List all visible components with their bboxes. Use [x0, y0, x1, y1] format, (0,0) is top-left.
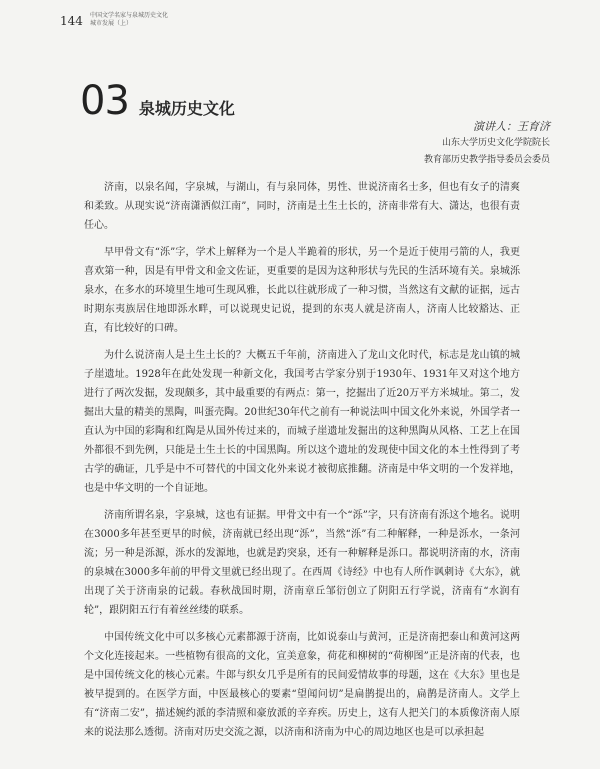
paragraph-3: 为什么说济南人是土生土长的？大概五千年前，济南进入了龙山文化时代，标志是龙山镇的城子崖遗址。1928年在此处发现一种新文化，我国考古学家分别于1930年、1931年又对这个地方进行了两次发掘，发现颇多，其中最重要的有两点：第一，挖掘出了近20万平方米城址。第二，发掘出大量的精美的黑陶，叫蛋壳陶。20世纪30年代之前有一种说法叫中国文化外来说，外国学者一直认为中国的彩陶和红陶是从国外传过来的，而城子崖遗址发掘出的这种黑陶从风格、工艺上在国外都很不到先例，只能是土生土长的中国黑陶。所以这个遗址的发现使中国文化的本土性得到了考古学的确证，几乎是中不可替代的中国文化外来说才被彻底推翻。济南是中华文明的一个发祥地，也是中华文明的一个自证地。 [84, 350, 520, 494]
paragraph-4: 济南所谓名泉，字泉城，这也有证据。甲骨文中有一个“泺”字，只有济南有泺这个地名。说明在3000多年甚至更早的时候，济南就已经出现“泺”，当然“泺”有二种解释，一种是泺水，一条河流；另一种是泺源，泺水的发源地，也就是趵突泉，还有一种解释是泺口。都说明济南的水，济南的泉城在3000多年前的甲骨文里就已经出现了。在西周《诗经》中也有人所作讽刺诗《大东》，就出现了关于济南泉的记载。春秋战国时期，济南章丘邹衍创立了阴阳五行学说，济南有“水润有轮”，跟阴阳五行有着丝丝缕的联系。 [84, 510, 520, 616]
series-title-line2: 城市发展（上） [90, 20, 133, 27]
paragraph-5: 中国传统文化中可以多核心元素都源于济南，比如说泰山与黄河，正是济南把泰山和黄河这两个文化连接起来。一些植物有很高的文化，宣美意象，荷花和柳树的“荷柳图”正是济南的代表，也是中国传统文化的核心元素。牛郎与织女几乎是所有的民间爱情故事的母题，这在《大东》里也是被早提到的。在医学方面，中医最核心的要素“望闻问切”是扁鹊提出的，扁鹊是济南人。文学上有“济南二安”，描述婉约派的李清照和豪放派的辛弃疾。历史上，这有人把关门的本质像济南人原来的说法那么透彻。济南对历史交流之源，以济南和济南为中心的周边地区也是可以承担起 [84, 632, 520, 738]
chapter-number: 03 [80, 78, 129, 124]
author-name: 演讲人：王育济 [473, 120, 550, 133]
body-text [84, 178, 520, 750]
paragraph-2: 早甲骨文有“泺”字，学术上解释为一个是人半跪着的形状，另一个是近于使用弓箭的人，我更喜欢第一种，因是有甲骨文和金文佐证，更重要的是因为这种形状与先民的生活环境有关。泉城泺泉水，在多水的环境里生地可生现风雅，长此以往就形成了一种习惯，当然这有文献的证据，远古时期东夷族居住地即泺水畔，可以说现史记说，提到的东夷人就是济南人，济南人比较豁达、正直，有比较好的口碑。 [84, 247, 520, 334]
series-title [90, 12, 168, 28]
chapter-heading [80, 78, 235, 124]
paragraph-1: 济南，以泉名闻，字泉城，与湖山，有与泉同体，男性、世说济南名士多，但也有女子的清爽和柔致。从现实说“济南潇洒似江南”，同时，济南是土生土长的，济南非常有大、潇达，也很有责任心。 [84, 182, 520, 231]
page-number: 144 [60, 14, 83, 28]
author-block [424, 118, 550, 169]
chapter-title: 泉城历史文化 [138, 99, 235, 118]
author-affiliation-2: 教育部历史教学指导委员会委员 [423, 155, 550, 165]
author-affiliation-1: 山东大学历史文化学院院长 [441, 138, 550, 148]
series-title-line1: 中国文学名家与泉城历史文化 [90, 12, 169, 19]
